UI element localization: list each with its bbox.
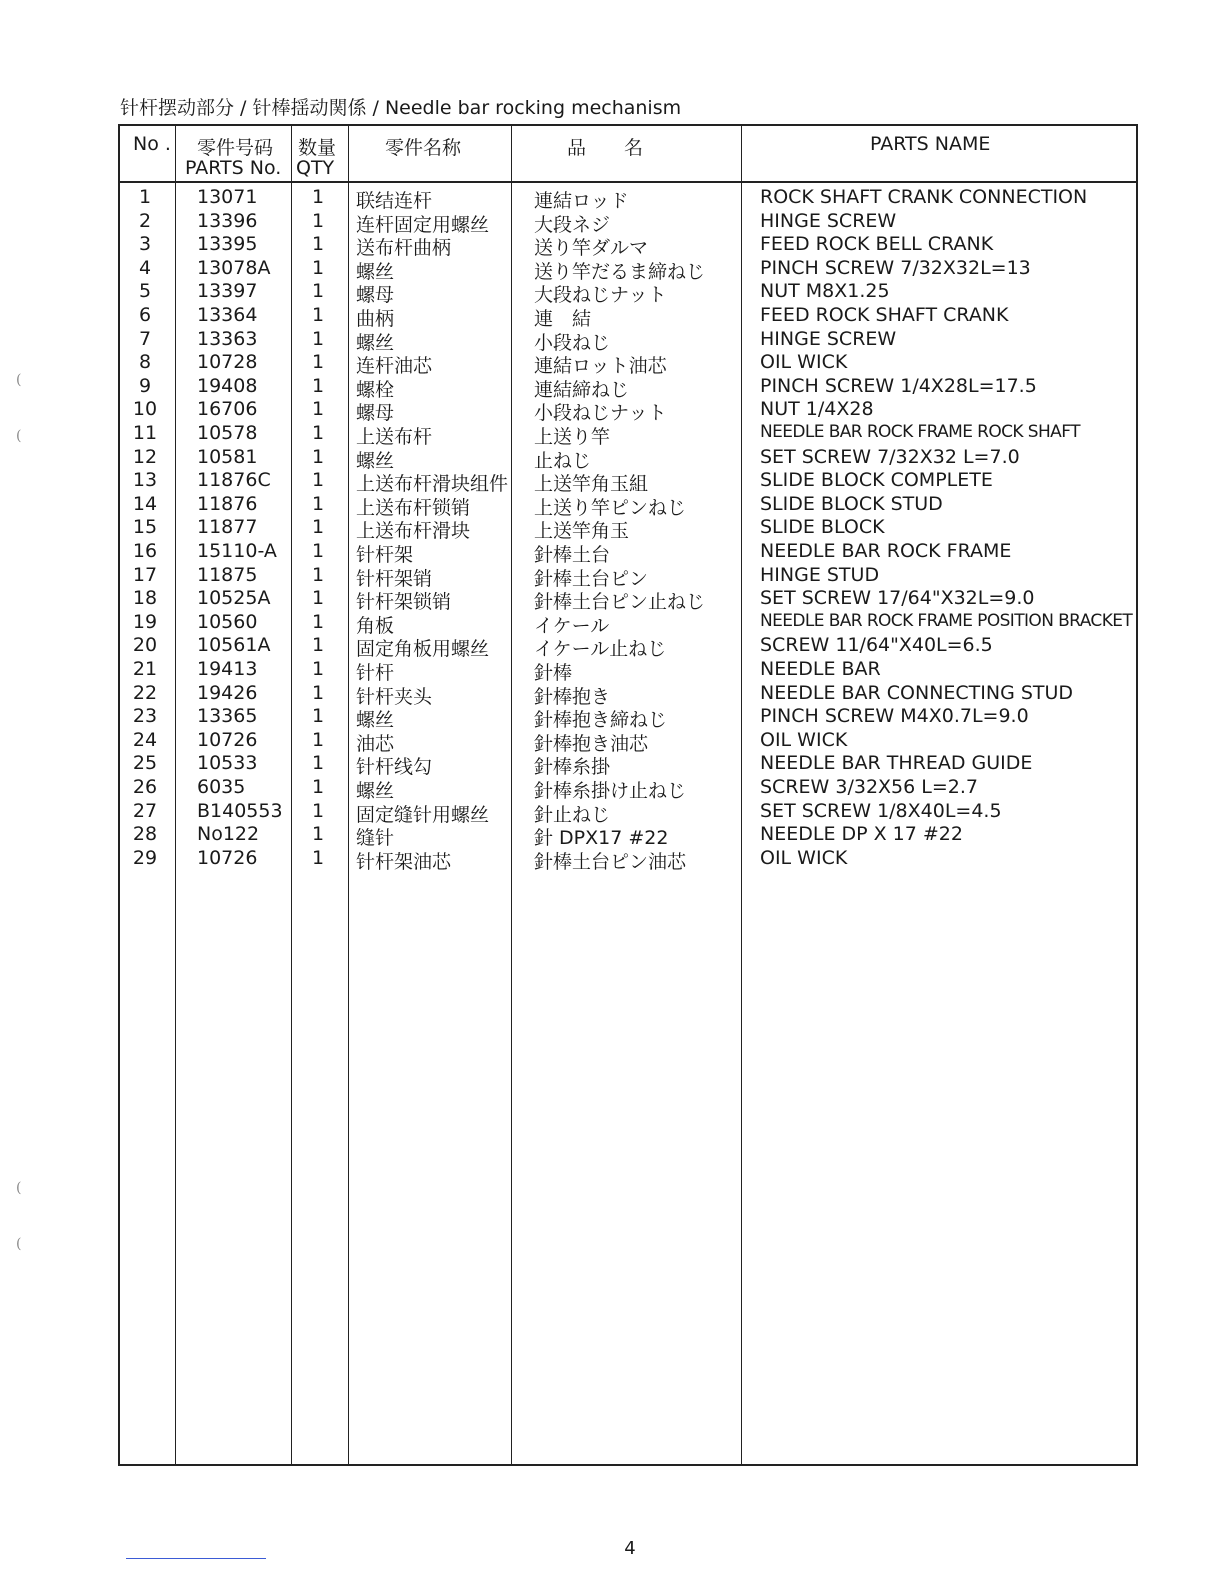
row-qty: 1 — [312, 209, 325, 232]
row-no: 21 — [132, 658, 158, 680]
header-qty-cn: 数量 — [298, 137, 337, 159]
header-no: No . — [133, 133, 171, 155]
row-name-jp: 針棒糸掛け止ねじ — [534, 780, 687, 802]
row-name-cn: 固定角板用螺丝 — [356, 638, 490, 661]
row-name-en: SCREW 11/64"X40L=6.5 — [760, 634, 993, 657]
row-no: 17 — [132, 563, 158, 586]
row-parts-no: 13363 — [197, 327, 258, 350]
row-name-cn: 螺丝 — [356, 331, 395, 354]
row-qty: 1 — [312, 634, 325, 657]
row-name-cn: 螺丝 — [356, 449, 395, 472]
scan-mark: ( — [16, 428, 22, 444]
col-divider — [511, 126, 512, 1464]
row-qty: 1 — [312, 540, 325, 562]
row-qty: 1 — [312, 516, 325, 539]
row-qty: 1 — [312, 681, 325, 704]
row-parts-no: 15110-A — [197, 540, 277, 562]
row-no: 26 — [132, 776, 158, 798]
row-name-jp: 上送竿角玉組 — [534, 473, 649, 496]
row-name-jp: 連結締ねじ — [534, 378, 630, 401]
row-name-en: NUT 1/4X28 — [760, 398, 874, 421]
row-name-cn: 针杆夹头 — [356, 685, 433, 708]
row-name-cn: 上送布杆滑块组件 — [356, 473, 509, 496]
row-name-jp: 小段ねじ — [534, 331, 611, 354]
row-qty: 1 — [312, 469, 325, 492]
row-qty: 1 — [312, 233, 325, 256]
row-name-cn: 油芯 — [356, 732, 395, 755]
row-parts-no: 13364 — [197, 304, 258, 326]
col-divider — [175, 126, 176, 1464]
row-name-cn: 螺丝 — [356, 709, 395, 732]
row-name-cn: 螺丝 — [356, 260, 395, 283]
scan-mark: ( — [16, 1180, 22, 1196]
row-no: 22 — [132, 681, 158, 704]
row-qty: 1 — [312, 398, 325, 421]
row-name-jp: 送り竿ダルマ — [534, 237, 649, 260]
row-name-jp: 上送竿角玉 — [534, 520, 630, 543]
row-name-jp: イケール — [534, 614, 610, 637]
row-parts-no: 13365 — [197, 705, 258, 728]
row-name-en: SLIDE BLOCK COMPLETE — [760, 469, 993, 492]
row-no: 15 — [132, 516, 158, 539]
row-name-cn: 螺丝 — [356, 780, 395, 802]
row-qty: 1 — [312, 327, 325, 350]
row-name-en: NEEDLE BAR — [760, 658, 881, 680]
row-name-jp: 針棒土台ピン — [534, 567, 649, 590]
row-name-en: FEED ROCK BELL CRANK — [760, 233, 994, 256]
row-name-en: FEED ROCK SHAFT CRANK — [760, 304, 1009, 326]
row-name-en: SLIDE BLOCK STUD — [760, 492, 943, 515]
row-name-en: NEEDLE BAR ROCK FRAME — [760, 540, 1012, 562]
row-no: 3 — [138, 233, 152, 256]
row-qty: 1 — [312, 256, 325, 279]
row-no: 29 — [132, 846, 158, 869]
row-parts-no: 13396 — [197, 209, 258, 232]
row-parts-no: 10728 — [197, 351, 258, 374]
row-name-cn: 连杆固定用螺丝 — [356, 213, 490, 236]
row-no: 28 — [132, 823, 158, 846]
row-name-en: PINCH SCREW 1/4X28L=17.5 — [760, 374, 1037, 397]
row-no: 23 — [132, 705, 158, 728]
row-name-jp: 連結ロッド — [534, 190, 629, 212]
row-no: 2 — [138, 209, 152, 232]
header-qty-en: QTY — [296, 157, 335, 179]
row-name-cn: 针杆架销 — [356, 567, 433, 590]
row-name-en: HINGE SCREW — [760, 327, 897, 350]
row-qty: 1 — [312, 587, 325, 610]
row-name-jp: 針 DPX17 #22 — [534, 827, 669, 850]
row-name-jp: 上送り竿ピンねじ — [534, 496, 687, 519]
row-no: 16 — [132, 540, 158, 562]
row-no: 6 — [138, 304, 152, 326]
row-name-en: NEEDLE BAR ROCK FRAME POSITION BRACKET — [760, 610, 1133, 631]
row-parts-no: 16706 — [197, 398, 258, 421]
col-divider — [291, 126, 292, 1464]
row-name-cn: 连杆油芯 — [356, 355, 433, 378]
row-name-jp: 針棒抱き油芯 — [534, 732, 649, 755]
header-parts-no-en: PARTS No. — [185, 157, 282, 179]
row-name-en: OIL WICK — [760, 351, 848, 374]
row-qty: 1 — [312, 752, 325, 775]
row-name-jp: 針棒 — [534, 662, 573, 684]
row-parts-no: 13395 — [197, 233, 258, 256]
header-divider — [120, 181, 1136, 183]
row-parts-no: 10581 — [197, 445, 258, 468]
row-name-jp: 針棒土台 — [534, 544, 611, 566]
row-name-cn: 联结连杆 — [356, 190, 433, 212]
row-parts-no: 10726 — [197, 846, 258, 869]
row-name-jp: 小段ねじナット — [534, 402, 667, 425]
row-parts-no: 19426 — [197, 681, 258, 704]
row-name-en: SLIDE BLOCK — [760, 516, 885, 539]
row-no: 10 — [132, 398, 158, 421]
row-parts-no: 11875 — [197, 563, 258, 586]
row-qty: 1 — [312, 799, 325, 822]
row-parts-no: No122 — [197, 823, 260, 846]
row-no: 11 — [132, 422, 158, 444]
row-parts-no: 11876C — [197, 469, 271, 492]
row-name-en: NUT M8X1.25 — [760, 280, 890, 303]
row-qty: 1 — [312, 445, 325, 468]
row-name-jp: 針棒抱き締ねじ — [534, 709, 668, 732]
row-parts-no: 13071 — [197, 186, 258, 208]
row-no: 8 — [138, 351, 152, 374]
row-name-cn: 针杆架油芯 — [356, 850, 452, 873]
row-name-jp: イケール止ねじ — [534, 638, 667, 661]
row-name-cn: 螺母 — [356, 284, 395, 307]
row-name-en: SET SCREW 7/32X32 L=7.0 — [760, 445, 1020, 468]
row-name-jp: 針棒糸掛 — [534, 756, 611, 779]
scan-mark: ( — [16, 1236, 22, 1252]
row-name-cn: 固定缝针用螺丝 — [356, 803, 490, 826]
row-name-en: HINGE SCREW — [760, 209, 897, 232]
row-qty: 1 — [312, 823, 325, 846]
row-name-cn: 螺母 — [356, 402, 395, 425]
row-no: 7 — [138, 327, 152, 350]
row-no: 5 — [138, 280, 152, 303]
scan-mark: ( — [16, 372, 22, 388]
row-qty: 1 — [312, 351, 325, 374]
row-qty: 1 — [312, 705, 325, 728]
header-name-en: PARTS NAME — [870, 133, 991, 155]
row-name-jp: 上送り竿 — [534, 426, 611, 448]
row-name-jp: 止ねじ — [534, 449, 592, 472]
row-name-en: OIL WICK — [760, 728, 848, 751]
row-name-cn: 缝针 — [356, 827, 395, 850]
header-name-cn: 零件名称 — [385, 137, 462, 159]
row-qty: 1 — [312, 422, 325, 444]
row-no: 13 — [132, 469, 158, 492]
row-name-jp: 針棒土台ピン止ねじ — [534, 591, 706, 614]
row-parts-no: 6035 — [197, 776, 246, 798]
page-number: 4 — [624, 1538, 636, 1559]
row-name-en: SET SCREW 1/8X40L=4.5 — [760, 799, 1002, 822]
row-qty: 1 — [312, 563, 325, 586]
row-name-en: PINCH SCREW 7/32X32L=13 — [760, 256, 1031, 279]
row-no: 18 — [132, 587, 158, 610]
row-no: 24 — [132, 728, 158, 751]
row-name-en: NEEDLE BAR ROCK FRAME ROCK SHAFT — [760, 422, 1080, 442]
row-parts-no: 11877 — [197, 516, 258, 539]
row-parts-no: 10726 — [197, 728, 258, 751]
footer-rule — [126, 1558, 266, 1559]
row-parts-no: 13078A — [197, 256, 271, 279]
row-parts-no: 19408 — [197, 374, 258, 397]
header-name-jp: 品 名 — [567, 137, 644, 159]
row-no: 25 — [132, 752, 158, 775]
row-name-jp: 針棒土台ピン油芯 — [534, 850, 687, 873]
row-name-en: SCREW 3/32X56 L=2.7 — [760, 776, 978, 798]
header-parts-no-cn: 零件号码 — [197, 137, 274, 159]
row-name-en: OIL WICK — [760, 846, 848, 869]
col-divider — [741, 126, 742, 1464]
row-parts-no: 13397 — [197, 280, 258, 303]
row-name-jp: 大段ねじナット — [534, 284, 667, 307]
row-qty: 1 — [312, 374, 325, 397]
row-name-en: NEEDLE BAR THREAD GUIDE — [760, 752, 1033, 775]
row-name-cn: 针杆线勾 — [356, 756, 433, 779]
row-qty: 1 — [312, 658, 325, 680]
row-no: 20 — [132, 634, 158, 657]
row-qty: 1 — [312, 492, 325, 515]
row-qty: 1 — [312, 186, 325, 208]
section-title: 针杆摆动部分 / 针棒揺动関係 / Needle bar rocking mechanism — [120, 97, 682, 119]
row-parts-no: 19413 — [197, 658, 258, 680]
row-name-en: NEEDLE BAR CONNECTING STUD — [760, 681, 1074, 704]
row-parts-no: 10561A — [197, 634, 271, 657]
row-no: 9 — [138, 374, 152, 397]
row-qty: 1 — [312, 304, 325, 326]
row-parts-no: 10560 — [197, 610, 258, 633]
row-qty: 1 — [312, 728, 325, 751]
row-parts-no: 10525A — [197, 587, 271, 610]
row-qty: 1 — [312, 610, 325, 633]
row-name-en: HINGE STUD — [760, 563, 880, 586]
row-name-jp: 連 結 — [534, 308, 592, 330]
row-parts-no: 10533 — [197, 752, 258, 775]
row-name-cn: 曲柄 — [356, 308, 395, 330]
row-qty: 1 — [312, 776, 325, 798]
row-name-jp: 連結ロット油芯 — [534, 355, 667, 378]
row-qty: 1 — [312, 280, 325, 303]
row-name-cn: 上送布杆 — [356, 426, 433, 448]
row-parts-no: 11876 — [197, 492, 258, 515]
row-name-cn: 上送布杆锁销 — [356, 496, 471, 519]
row-name-cn: 针杆 — [356, 662, 395, 684]
row-name-en: SET SCREW 17/64"X32L=9.0 — [760, 587, 1035, 610]
row-parts-no: 10578 — [197, 422, 258, 444]
row-name-cn: 送布杆曲柄 — [356, 237, 452, 260]
row-name-cn: 针杆架 — [356, 544, 414, 566]
row-name-cn: 针杆架锁销 — [356, 591, 452, 614]
row-no: 19 — [132, 610, 158, 633]
row-no: 14 — [132, 492, 158, 515]
row-qty: 1 — [312, 846, 325, 869]
row-name-cn: 上送布杆滑块 — [356, 520, 471, 543]
row-name-jp: 大段ネジ — [534, 213, 611, 236]
row-parts-no: B140553 — [197, 799, 283, 822]
row-name-cn: 螺栓 — [356, 378, 395, 401]
row-name-en: NEEDLE DP X 17 #22 — [760, 823, 963, 846]
col-divider — [348, 126, 349, 1464]
row-name-cn: 角板 — [356, 614, 395, 637]
row-no: 4 — [138, 256, 152, 279]
row-no: 1 — [138, 186, 152, 208]
row-name-jp: 針止ねじ — [534, 803, 611, 826]
row-no: 12 — [132, 445, 158, 468]
row-no: 27 — [132, 799, 158, 822]
row-name-jp: 針棒抱き — [534, 685, 611, 708]
row-name-en: ROCK SHAFT CRANK CONNECTION — [760, 186, 1088, 208]
row-name-en: PINCH SCREW M4X0.7L=9.0 — [760, 705, 1029, 728]
row-name-jp: 送り竿だるま締ねじ — [534, 260, 706, 283]
